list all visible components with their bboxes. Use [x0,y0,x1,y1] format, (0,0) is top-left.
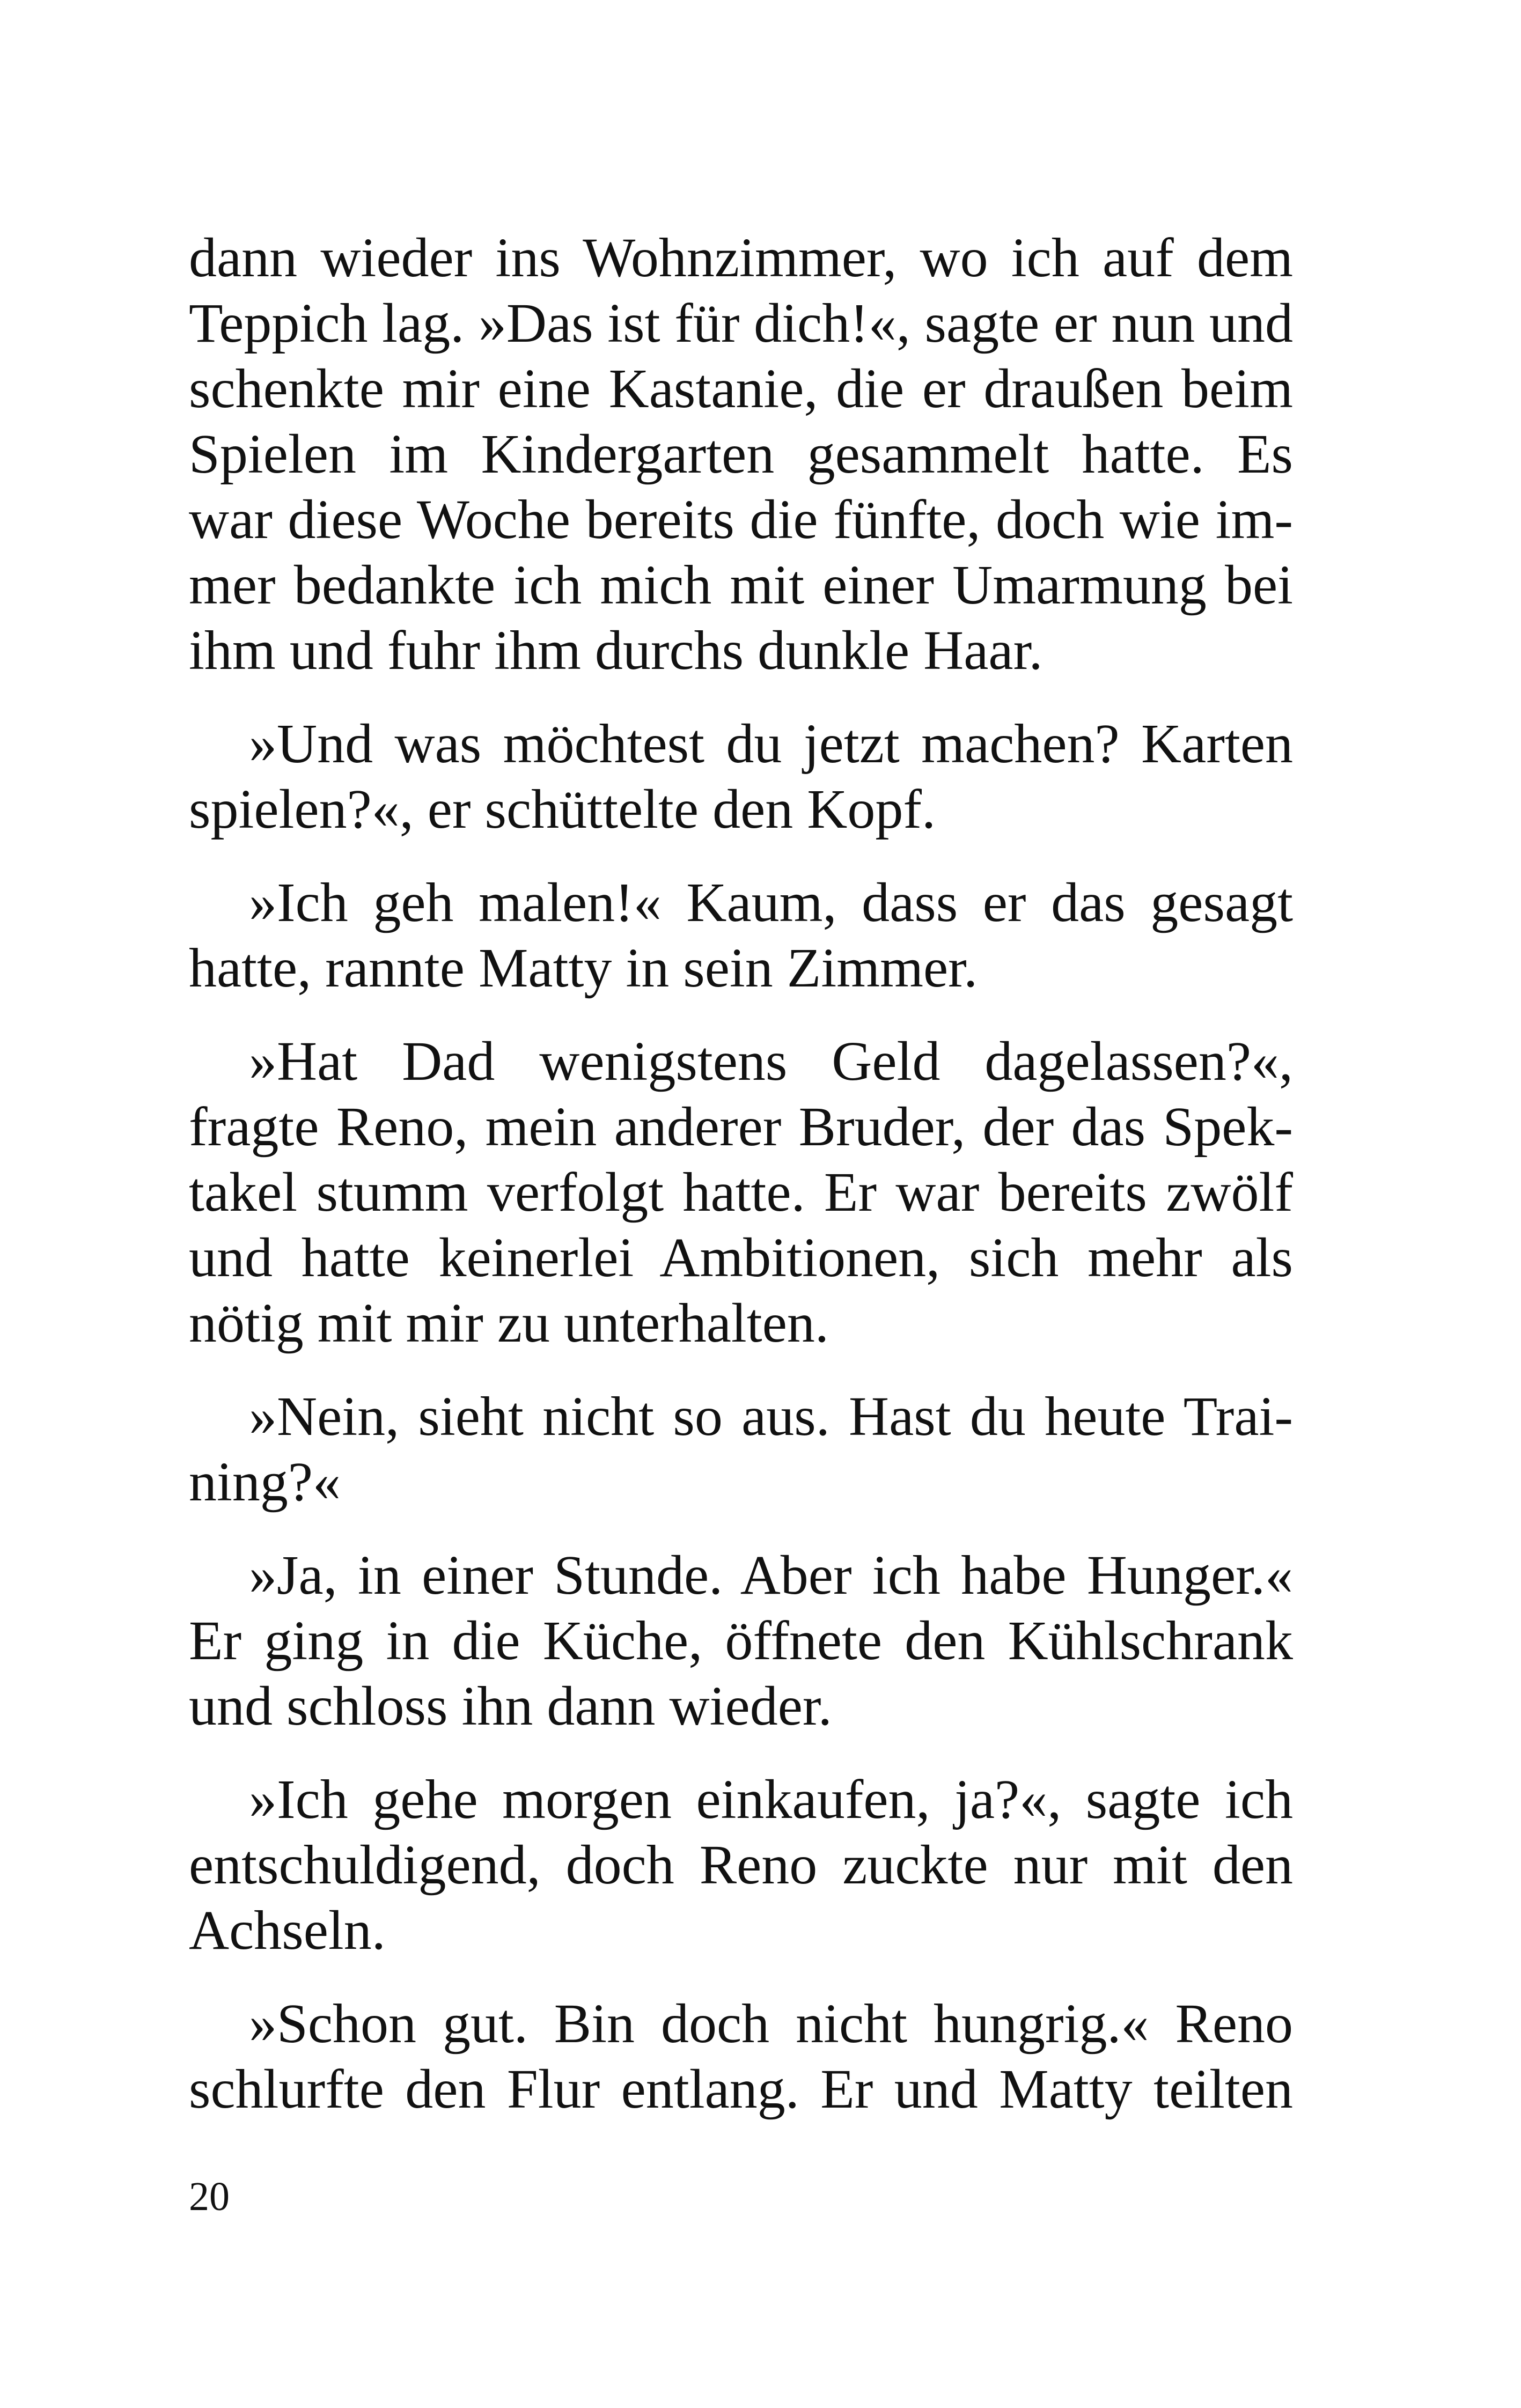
text-line: Teppich lag. »Das ist für dich!«, sagte er nun und [189,292,1293,354]
text-line: hatte, rannte Matty in sein Zimmer. [189,937,978,999]
text-line: »Ja, in einer Stunde. Aber ich habe Hunger.« [249,1544,1293,1606]
text-line: Achseln. [189,1899,386,1961]
text-line: war diese Woche bereits die fünfte, doch wie im- [189,489,1293,550]
text-line: »Und was möchtest du jetzt machen? Karten [249,713,1293,775]
text-line: schenkte mir eine Kastanie, die er draußen beim [189,358,1293,419]
text-line: und hatte keinerlei Ambitionen, sich mehr als [189,1227,1293,1288]
text-line: Spielen im Kindergarten gesammelt hatte. Es [189,423,1293,485]
text-line: takel stumm verfolgt hatte. Er war bereits zwölf [189,1161,1293,1223]
paragraph-1 [189,225,1293,683]
paragraph-2 [189,711,1293,842]
text-line: schlurfte den Flur entlang. Er und Matty teilten [189,2058,1293,2120]
text-line: ning?« [189,1451,341,1513]
body-text [189,225,1293,2150]
text-line: und schloss ihn dann wieder. [189,1675,832,1737]
text-line: »Schon gut. Bin doch nicht hungrig.« Reno [249,1993,1293,2054]
text-line: Er ging in die Küche, öffnete den Kühlschrank [189,1610,1293,1671]
paragraph-5 [189,1384,1293,1515]
paragraph-3 [189,870,1293,1001]
text-line: »Ich gehe morgen einkaufen, ja?«, sagte ich [249,1769,1293,1830]
text-line: »Hat Dad wenigstens Geld dagelassen?«, [249,1030,1293,1092]
paragraph-7 [189,1767,1293,1963]
text-line: ihm und fuhr ihm durchs dunkle Haar. [189,620,1043,681]
text-line: »Ich geh malen!« Kaum, dass er das gesagt [249,872,1293,933]
text-line: »Nein, sieht nicht so aus. Hast du heute Trai- [249,1386,1293,1447]
page-number: 20 [189,2174,230,2219]
text-line: dann wieder ins Wohnzimmer, wo ich auf dem [189,227,1293,289]
text-line: nötig mit mir zu unterhalten. [189,1292,829,1354]
text-line: entschuldigend, doch Reno zuckte nur mit den [189,1834,1293,1896]
text-line: spielen?«, er schüttelte den Kopf. [189,778,936,840]
paragraph-6 [189,1543,1293,1739]
paragraph-4 [189,1029,1293,1356]
paragraph-8 [189,1991,1293,2122]
text-line: mer bedankte ich mich mit einer Umarmung bei [189,554,1293,616]
text-line: fragte Reno, mein anderer Bruder, der das Spek- [189,1096,1293,1158]
